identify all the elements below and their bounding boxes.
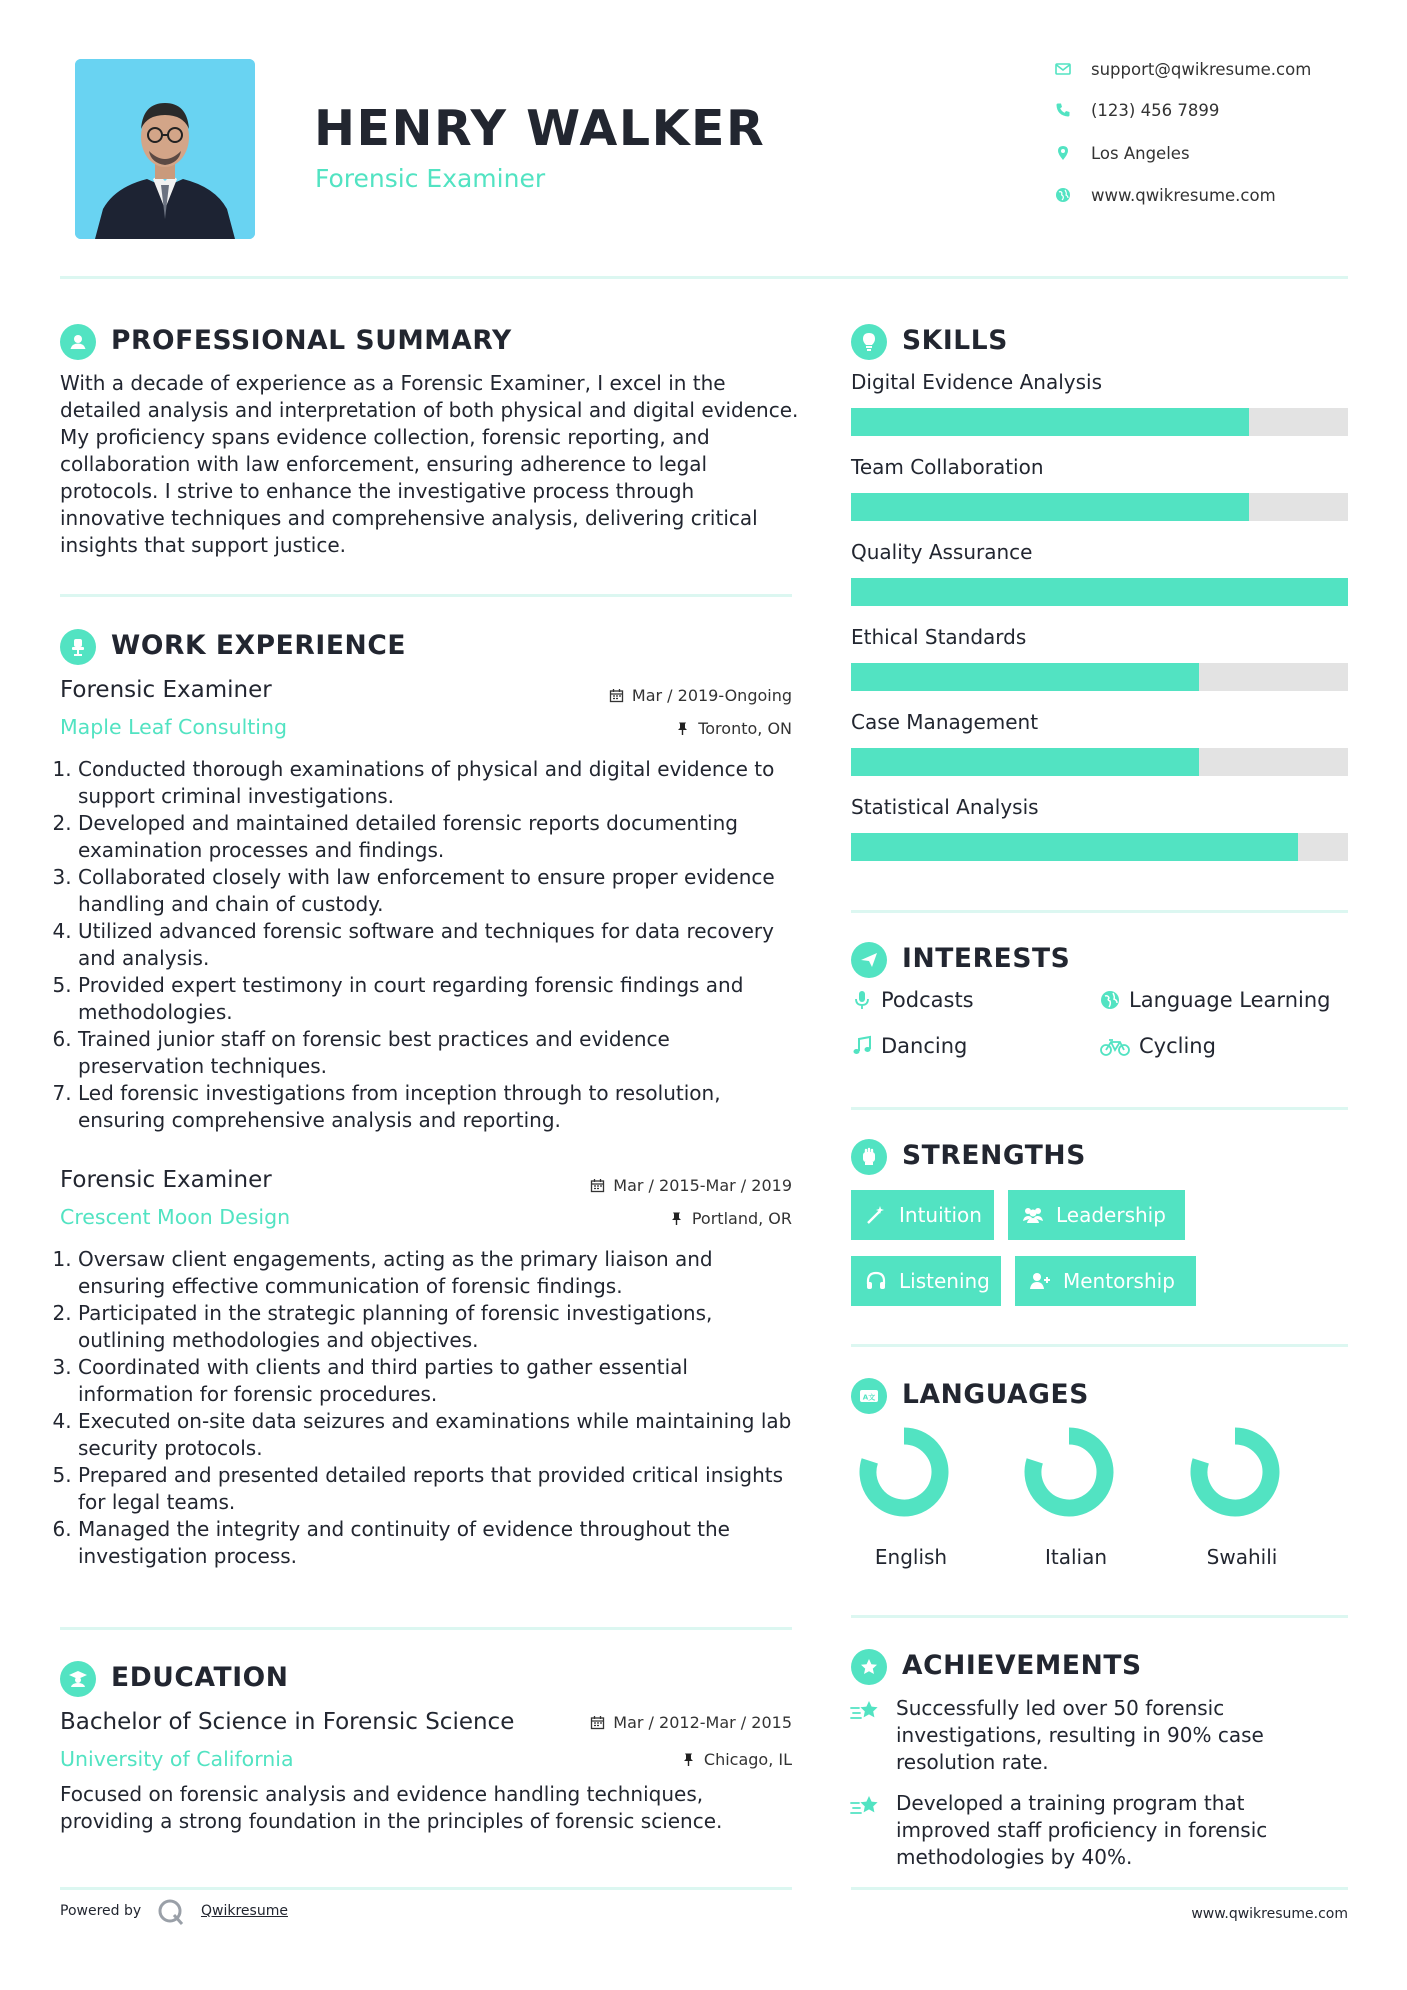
education-location-text: Chicago, IL: [703, 1750, 792, 1769]
skill-bar-track: [851, 578, 1348, 606]
education-school: University of California: [60, 1747, 294, 1771]
job-2-title: Forensic Examiner: [60, 1167, 272, 1193]
job-2-bullet: 1. Oversaw client engagements, acting as the primary liaison and ensuring effective communication of forensic findings.: [78, 1246, 800, 1300]
skill-bar-track: [851, 748, 1348, 776]
strengths-divider: [851, 1344, 1348, 1347]
summary-section-icon: [60, 324, 96, 360]
job-1-location-text: Toronto, ON: [698, 719, 792, 738]
user-circle-icon: [67, 331, 89, 353]
achievement-1-text: Successfully led over 50 forensic investigations, resulting in 90% case resolution rate.: [896, 1696, 1264, 1774]
skill-bar-track: [851, 493, 1348, 521]
job-2-bullet: 5. Prepared and presented detailed reports that provided critical insights for legal teams.: [78, 1462, 800, 1516]
job-1-bullet: 5. Provided expert testimony in court regarding forensic findings and methodologies.: [78, 972, 800, 1026]
microphone-icon: [851, 989, 873, 1011]
skills-divider: [851, 910, 1348, 913]
pushpin-icon: [681, 1752, 696, 1767]
skill-item: [851, 625, 1348, 710]
headphones-icon: [865, 1270, 887, 1292]
skill-item: [851, 540, 1348, 625]
bicycle-icon: [1099, 1035, 1131, 1057]
skill-item: [851, 795, 1348, 880]
interest-dancing: [851, 1034, 967, 1058]
experience-section-icon: [60, 629, 96, 665]
job-2-location: [520, 1209, 792, 1228]
map-pin-icon: [1055, 145, 1071, 161]
skill-bar-fill: [851, 833, 1298, 861]
strength-label: Intuition: [899, 1203, 982, 1227]
job-2-bullet: 4. Executed on-site data seizures and examinations while maintaining lab security protocols.: [78, 1408, 800, 1462]
contact-website[interactable]: [1055, 183, 1276, 207]
interest-cycling: [1099, 1034, 1216, 1058]
achievements-divider: [851, 1887, 1348, 1890]
qwikresume-logo-icon: [157, 1898, 185, 1926]
contact-location-text: Los Angeles: [1091, 143, 1190, 163]
shooting-star-icon: [849, 1793, 883, 1821]
office-chair-icon: [67, 636, 89, 658]
fist-icon: [858, 1146, 880, 1168]
powered-by-label: Powered by: [60, 1903, 142, 1919]
skill-name: Statistical Analysis: [851, 795, 1039, 819]
shooting-star-icon: [849, 1698, 883, 1726]
languages-section-icon: [851, 1378, 887, 1414]
pushpin-icon: [675, 721, 690, 736]
education-section-icon: [60, 1661, 96, 1697]
strength-label: Listening: [899, 1269, 990, 1293]
strength-leadership: [1008, 1190, 1185, 1240]
paper-plane-icon: [858, 949, 880, 971]
experience-title: WORK EXPERIENCE: [111, 630, 407, 661]
header-divider: [60, 276, 1348, 279]
achievements-title: ACHIEVEMENTS: [902, 1650, 1142, 1681]
interests-divider: [851, 1107, 1348, 1110]
job-1-date-text: Mar / 2019-Ongoing: [631, 686, 792, 705]
phone-icon: [1055, 102, 1071, 118]
education-location: [520, 1750, 792, 1769]
strength-label: Leadership: [1056, 1203, 1166, 1227]
achievement-star-icon: [849, 1793, 883, 1825]
footer-website[interactable]: www.qwikresume.com: [1191, 1906, 1348, 1922]
skill-bar-fill: [851, 578, 1348, 606]
achievement-2-text: Developed a training program that improved staff proficiency in forensic methodologies by 40%.: [896, 1791, 1268, 1869]
contact-website-text: www.qwikresume.com: [1091, 185, 1276, 205]
interests-title: INTERESTS: [902, 943, 1071, 974]
skill-item: [851, 710, 1348, 795]
education-divider: [60, 1887, 792, 1890]
job-2-date-text: Mar / 2015-Mar / 2019: [613, 1176, 792, 1195]
language-label-swahili: Swahili: [1206, 1545, 1278, 1569]
job-1-bullet: 1. Conducted thorough examinations of physical and digital evidence to support criminal investigations.: [78, 756, 800, 810]
interest-label: Dancing: [881, 1034, 968, 1058]
job-1-bullet: 2. Developed and maintained detailed forensic reports documenting examination processes and findings.: [78, 810, 800, 864]
language-card-icon: [858, 1385, 880, 1407]
job-1-bullet: 6. Trained junior staff on forensic best practices and evidence preservation techniques.: [78, 1026, 800, 1080]
strengths-title: STRENGTHS: [902, 1140, 1086, 1171]
candidate-name: HENRY WALKER: [314, 100, 766, 157]
summary-text: With a decade of experience as a Forensic Examiner, I excel in the detailed analysis and interpretation of both physical and digital evidence. My proficiency spans evidence collection, forensic reporting, and collaboration with law enforcement, ensuring adherence to legal protocols. I strive to enhance the investigative process through innovative techniques and comprehensive analysis, delivering critical insights that support justice.: [60, 371, 799, 557]
job-1-bullet: 4. Utilized advanced forensic software and techniques for data recovery and analysis.: [78, 918, 800, 972]
strength-intuition: [851, 1190, 994, 1240]
graduate-icon: [67, 1668, 89, 1690]
skill-name: Quality Assurance: [851, 540, 1033, 564]
job-1-company: Maple Leaf Consulting: [60, 715, 288, 739]
summary-title: PROFESSIONAL SUMMARY: [111, 325, 512, 356]
language-label-italian: Italian: [1044, 1545, 1108, 1569]
star-badge-icon: [858, 1656, 880, 1678]
strength-mentorship: [1015, 1256, 1196, 1306]
candidate-role: Forensic Examiner: [315, 164, 546, 193]
job-1-date: [520, 686, 792, 705]
education-date-text: Mar / 2012-Mar / 2015: [613, 1713, 792, 1732]
job-1-bullets: [60, 756, 800, 1134]
achievements-section-icon: [851, 1649, 887, 1685]
skill-bar-track: [851, 408, 1348, 436]
globe-icon: [1099, 989, 1121, 1011]
skill-bar-track: [851, 663, 1348, 691]
users-icon: [1022, 1204, 1044, 1226]
interest-language-learning: [1099, 988, 1330, 1012]
skill-bar-fill: [851, 408, 1249, 436]
language-ring-italian: [1033, 1436, 1105, 1508]
contact-email-text: support@qwikresume.com: [1091, 59, 1312, 79]
qwikresume-link[interactable]: Qwikresume: [201, 1903, 288, 1919]
calendar-icon: [590, 1178, 605, 1193]
skill-name: Team Collaboration: [851, 455, 1044, 479]
strength-label: Mentorship: [1063, 1269, 1175, 1293]
interest-label: Podcasts: [881, 988, 974, 1012]
job-1-location: [520, 719, 792, 738]
job-1-title: Forensic Examiner: [60, 677, 272, 703]
user-plus-icon: [1029, 1270, 1051, 1292]
skill-bar-track: [851, 833, 1348, 861]
calendar-icon: [590, 1715, 605, 1730]
svg-text:A文: A文: [862, 1393, 876, 1402]
experience-divider: [60, 1627, 792, 1630]
calendar-icon: [609, 688, 624, 703]
interest-label: Cycling: [1139, 1034, 1216, 1058]
magic-wand-icon: [865, 1204, 887, 1226]
job-2-bullet: 3. Coordinated with clients and third parties to gather essential information for forensic procedures.: [78, 1354, 800, 1408]
languages-divider: [851, 1615, 1348, 1618]
language-ring-swahili: [1199, 1436, 1271, 1508]
job-2-company: Crescent Moon Design: [60, 1205, 291, 1229]
skill-item: [851, 455, 1348, 540]
skill-name: Case Management: [851, 710, 1039, 734]
language-rings: [851, 1422, 1348, 1532]
job-1-bullet: 7. Led forensic investigations from inception through to resolution, ensuring comprehensive analysis and reporting.: [78, 1080, 800, 1134]
education-date: [500, 1713, 792, 1732]
skills-title: SKILLS: [902, 325, 1008, 356]
skill-bar-fill: [851, 663, 1199, 691]
skill-item: [851, 370, 1348, 455]
strength-listening: [851, 1256, 1001, 1306]
contact-phone-text: (123) 456 7899: [1091, 100, 1220, 120]
music-note-icon: [851, 1035, 873, 1057]
job-2-date: [500, 1176, 792, 1195]
skill-bar-fill: [851, 493, 1249, 521]
job-2-bullet: 6. Managed the integrity and continuity of evidence throughout the investigation process.: [78, 1516, 800, 1570]
language-label-english: English: [874, 1545, 948, 1569]
summary-divider: [60, 594, 792, 597]
languages-title: LANGUAGES: [902, 1379, 1089, 1410]
profile-photo: [75, 59, 255, 239]
pushpin-icon: [669, 1211, 684, 1226]
job-2-bullet: 2. Participated in the strategic planning of forensic investigations, outlining methodologies and objectives.: [78, 1300, 800, 1354]
job-2-location-text: Portland, OR: [691, 1209, 792, 1228]
education-title: EDUCATION: [111, 1662, 289, 1693]
lightbulb-icon: [858, 331, 880, 353]
interests-section-icon: [851, 942, 887, 978]
globe-icon: [1055, 187, 1071, 203]
skill-name: Ethical Standards: [851, 625, 1027, 649]
skills-list: [851, 370, 1348, 880]
language-ring-english: [868, 1436, 940, 1508]
skills-section-icon: [851, 324, 887, 360]
education-description: Focused on forensic analysis and evidence handling techniques, providing a strong foundation in the principles of forensic science.: [60, 1782, 723, 1833]
achievement-star-icon: [849, 1698, 883, 1730]
contact-phone[interactable]: [1055, 98, 1219, 122]
envelope-icon: [1055, 61, 1071, 77]
skill-name: Digital Evidence Analysis: [851, 370, 1102, 394]
contact-email[interactable]: [1055, 57, 1311, 81]
education-degree: Bachelor of Science in Forensic Science: [60, 1709, 515, 1735]
interest-podcasts: [851, 988, 974, 1012]
contact-location: [1055, 141, 1190, 165]
person-avatar-icon: [75, 59, 255, 239]
interest-label: Language Learning: [1129, 988, 1331, 1012]
skill-bar-fill: [851, 748, 1199, 776]
job-1-bullet: 3. Collaborated closely with law enforcement to ensure proper evidence handling and chain of custody.: [78, 864, 800, 918]
job-2-bullets: [60, 1246, 800, 1570]
strengths-section-icon: [851, 1139, 887, 1175]
